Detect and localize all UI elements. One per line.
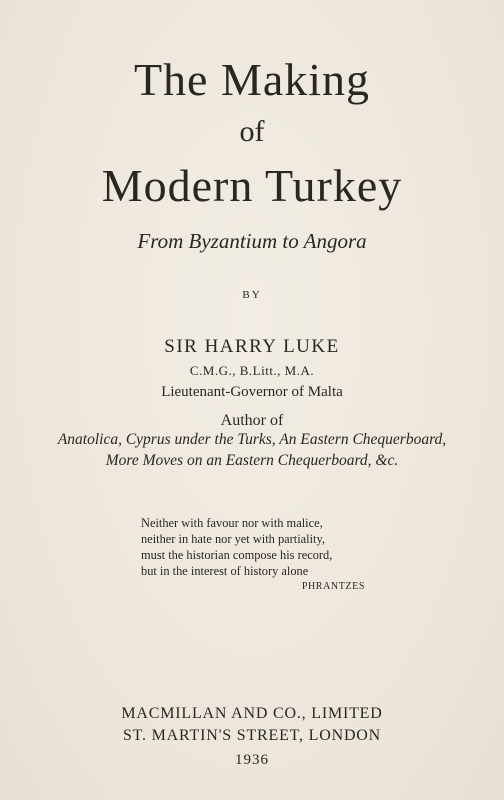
other-works-line-1: Anatolica, Cyprus under the Turks, An Eastern Chequerboard, — [57, 431, 447, 448]
title-line-2: Modern Turkey — [101, 160, 403, 211]
publisher-address: ST. MARTIN'S STREET, LONDON — [122, 727, 382, 744]
publication-year: 1936 — [235, 752, 269, 768]
title-line-1: The Making — [133, 54, 371, 105]
epigraph-line: but in the interest of history alone — [141, 564, 309, 578]
epigraph-line: Neither with favour nor with malice, — [141, 516, 323, 530]
other-works-line-2: More Moves on an Eastern Chequerboard, &c. — [105, 452, 399, 469]
subtitle: From Byzantium to Angora — [137, 229, 367, 253]
author-degrees: C.M.G., B.Litt., M.A. — [189, 363, 315, 378]
epigraph — [141, 515, 365, 595]
author-name: SIR HARRY LUKE — [164, 336, 340, 357]
publisher: MACMILLAN AND CO., LIMITED — [121, 705, 383, 722]
title-connector: of — [239, 115, 265, 148]
epigraph-line: must the historian compose his record, — [141, 548, 333, 562]
epigraph-attribution: PHRANTZES — [301, 581, 365, 592]
other-works-heading: Author of — [220, 412, 284, 429]
epigraph-line: neither in hate nor yet with partiality, — [141, 532, 325, 546]
author-position: Lieutenant-Governor of Malta — [161, 384, 343, 400]
by-label: BY — [242, 289, 262, 301]
